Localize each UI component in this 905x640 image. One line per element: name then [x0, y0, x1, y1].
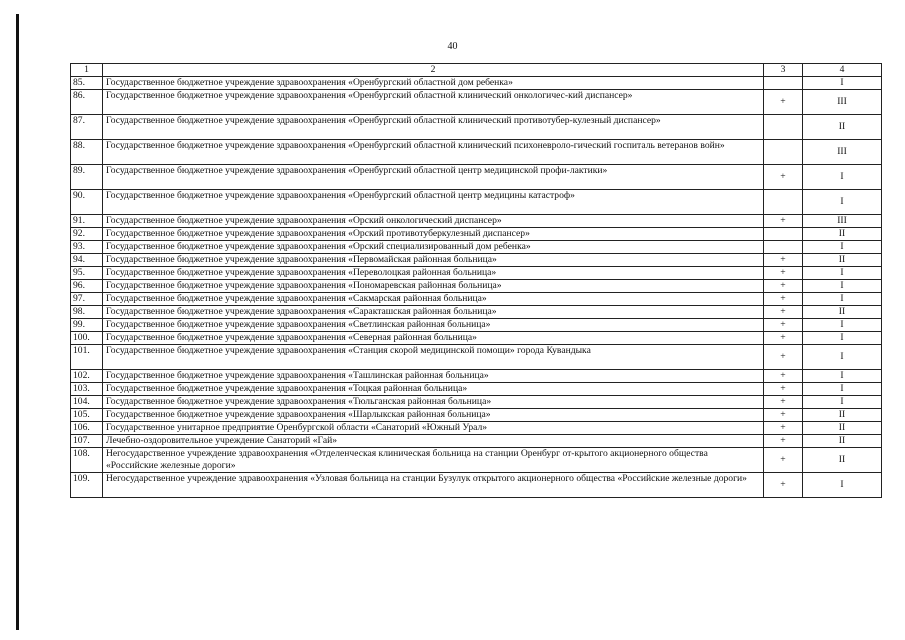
row-number: 85. — [71, 77, 103, 90]
mark-cell — [764, 241, 803, 254]
mark-cell — [764, 115, 803, 140]
row-number: 106. — [71, 422, 103, 435]
header-col-1: 1 — [71, 64, 103, 77]
row-number: 107. — [71, 435, 103, 448]
category-cell: II — [803, 409, 882, 422]
mark-cell — [764, 140, 803, 165]
category-cell: II — [803, 306, 882, 319]
institution-name: Государственное бюджетное учреждение здравоохранения «Орский онкологический диспансер» — [103, 215, 764, 228]
institution-name: Государственное бюджетное учреждение здравоохранения «Станция скорой медицинской помощи» города Кувандыка — [103, 345, 764, 370]
institution-name: Государственное бюджетное учреждение здравоохранения «Ташлинская районная больница» — [103, 370, 764, 383]
institution-name: Негосударственное учреждение здравоохранения «Узловая больница на станции Бузулук открытого акционерного общества «Российские железные дороги» — [103, 473, 764, 498]
table-row — [71, 280, 882, 293]
table-row — [71, 190, 882, 215]
category-cell: II — [803, 422, 882, 435]
institution-name: Государственное бюджетное учреждение здравоохранения «Северная районная больница» — [103, 332, 764, 345]
institution-name: Государственное бюджетное учреждение здравоохранения «Орский противотуберкулезный диспансер» — [103, 228, 764, 241]
table-row — [71, 77, 882, 90]
institution-name: Государственное бюджетное учреждение здравоохранения «Первомайская районная больница» — [103, 254, 764, 267]
row-number: 104. — [71, 396, 103, 409]
category-cell: III — [803, 140, 882, 165]
mark-cell: + — [764, 448, 803, 473]
header-col-2: 2 — [103, 64, 764, 77]
category-cell: I — [803, 396, 882, 409]
mark-cell: + — [764, 422, 803, 435]
row-number: 105. — [71, 409, 103, 422]
category-cell: II — [803, 448, 882, 473]
row-number: 101. — [71, 345, 103, 370]
institution-name: Государственное бюджетное учреждение здравоохранения «Сакмарская районная больница» — [103, 293, 764, 306]
row-number: 88. — [71, 140, 103, 165]
table-row — [71, 228, 882, 241]
facilities-table — [70, 63, 882, 498]
institution-name: Государственное унитарное предприятие Оренбургской области «Санаторий «Южный Урал» — [103, 422, 764, 435]
table-row — [71, 473, 882, 498]
row-number: 92. — [71, 228, 103, 241]
mark-cell: + — [764, 409, 803, 422]
row-number: 97. — [71, 293, 103, 306]
table-row — [71, 448, 882, 473]
table-row — [71, 319, 882, 332]
category-cell: I — [803, 473, 882, 498]
row-number: 100. — [71, 332, 103, 345]
mark-cell: + — [764, 215, 803, 228]
row-number: 108. — [71, 448, 103, 473]
institution-name: Государственное бюджетное учреждение здравоохранения «Оренбургский областной центр медицинской профи-лактики» — [103, 165, 764, 190]
category-cell: I — [803, 319, 882, 332]
table-row — [71, 115, 882, 140]
category-cell: I — [803, 267, 882, 280]
table-row — [71, 215, 882, 228]
table-row — [71, 165, 882, 190]
institution-name: Государственное бюджетное учреждение здравоохранения «Орский специализированный дом ребенка» — [103, 241, 764, 254]
row-number: 89. — [71, 165, 103, 190]
category-cell: II — [803, 228, 882, 241]
institution-name: Государственное бюджетное учреждение здравоохранения «Оренбургский областной клинический противотубер-кулезный диспансер» — [103, 115, 764, 140]
institution-name: Государственное бюджетное учреждение здравоохранения «Шарлыкская районная больница» — [103, 409, 764, 422]
mark-cell: + — [764, 319, 803, 332]
row-number: 109. — [71, 473, 103, 498]
row-number: 91. — [71, 215, 103, 228]
institution-name: Лечебно-оздоровительное учреждение Санаторий «Гай» — [103, 435, 764, 448]
category-cell: I — [803, 383, 882, 396]
mark-cell: + — [764, 345, 803, 370]
institution-name: Государственное бюджетное учреждение здравоохранения «Оренбургский областной клинический онкологичес-кий диспансер» — [103, 90, 764, 115]
mark-cell: + — [764, 267, 803, 280]
row-number: 90. — [71, 190, 103, 215]
binding-edge — [16, 14, 19, 630]
row-number: 93. — [71, 241, 103, 254]
category-cell: III — [803, 90, 882, 115]
institution-name: Государственное бюджетное учреждение здравоохранения «Саракташская районная больница» — [103, 306, 764, 319]
category-cell: I — [803, 190, 882, 215]
table-row — [71, 306, 882, 319]
category-cell: I — [803, 241, 882, 254]
table-row — [71, 140, 882, 165]
table-row — [71, 396, 882, 409]
category-cell: I — [803, 165, 882, 190]
institution-name: Государственное бюджетное учреждение здравоохранения «Переволоцкая районная больница» — [103, 267, 764, 280]
mark-cell — [764, 228, 803, 241]
table-row — [71, 409, 882, 422]
institution-name: Государственное бюджетное учреждение здравоохранения «Оренбургский областной центр медицины катастроф» — [103, 190, 764, 215]
mark-cell: + — [764, 280, 803, 293]
mark-cell: + — [764, 254, 803, 267]
institution-name: Государственное бюджетное учреждение здравоохранения «Пономаревская районная больница» — [103, 280, 764, 293]
table-header-row — [71, 64, 882, 77]
table-row — [71, 345, 882, 370]
table-row — [71, 254, 882, 267]
category-cell: I — [803, 345, 882, 370]
row-number: 102. — [71, 370, 103, 383]
mark-cell: + — [764, 293, 803, 306]
institution-name: Государственное бюджетное учреждение здравоохранения «Светлинская районная больница» — [103, 319, 764, 332]
table-row — [71, 267, 882, 280]
mark-cell: + — [764, 435, 803, 448]
table-row — [71, 370, 882, 383]
row-number: 95. — [71, 267, 103, 280]
row-number: 99. — [71, 319, 103, 332]
table-row — [71, 90, 882, 115]
row-number: 98. — [71, 306, 103, 319]
table-row — [71, 435, 882, 448]
table-row — [71, 293, 882, 306]
mark-cell — [764, 77, 803, 90]
mark-cell: + — [764, 370, 803, 383]
category-cell: II — [803, 115, 882, 140]
mark-cell: + — [764, 90, 803, 115]
institution-name: Негосударственное учреждение здравоохранения «Отделенческая клиническая больница на станции Оренбург от-крытого акционерного общества «Российские железные дороги» — [103, 448, 764, 473]
row-number: 96. — [71, 280, 103, 293]
mark-cell: + — [764, 306, 803, 319]
table-row — [71, 332, 882, 345]
table-row — [71, 422, 882, 435]
category-cell: I — [803, 280, 882, 293]
category-cell: III — [803, 215, 882, 228]
page-number: 40 — [447, 41, 458, 52]
header-col-4: 4 — [803, 64, 882, 77]
institution-name: Государственное бюджетное учреждение здравоохранения «Тоцкая районная больница» — [103, 383, 764, 396]
mark-cell: + — [764, 332, 803, 345]
mark-cell: + — [764, 473, 803, 498]
table-row — [71, 383, 882, 396]
category-cell: II — [803, 435, 882, 448]
table-row — [71, 241, 882, 254]
category-cell: II — [803, 254, 882, 267]
institution-name: Государственное бюджетное учреждение здравоохранения «Оренбургский областной клинический психоневроло-гический госпиталь ветеранов войн» — [103, 140, 764, 165]
mark-cell: + — [764, 383, 803, 396]
category-cell: I — [803, 293, 882, 306]
header-col-3: 3 — [764, 64, 803, 77]
row-number: 103. — [71, 383, 103, 396]
institution-name: Государственное бюджетное учреждение здравоохранения «Оренбургский областной дом ребенка» — [103, 77, 764, 90]
category-cell: I — [803, 332, 882, 345]
mark-cell — [764, 190, 803, 215]
row-number: 94. — [71, 254, 103, 267]
row-number: 86. — [71, 90, 103, 115]
category-cell: I — [803, 370, 882, 383]
mark-cell: + — [764, 396, 803, 409]
row-number: 87. — [71, 115, 103, 140]
category-cell: I — [803, 77, 882, 90]
institution-name: Государственное бюджетное учреждение здравоохранения «Тюльганская районная больница» — [103, 396, 764, 409]
mark-cell: + — [764, 165, 803, 190]
